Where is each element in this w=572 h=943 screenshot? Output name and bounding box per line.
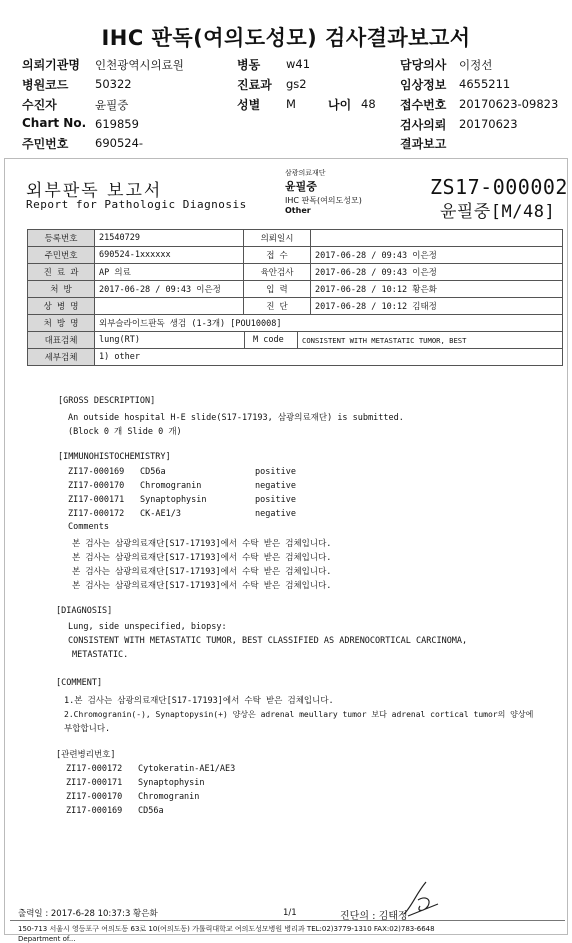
hosp-code-label: 병원코드 bbox=[22, 78, 69, 92]
other-label: Other bbox=[285, 206, 311, 215]
doctor-label: 담당의사 bbox=[400, 58, 447, 72]
related-row-4-id: ZI17-000169 bbox=[66, 806, 123, 816]
diagnosis-line3: METASTATIC. bbox=[72, 650, 129, 660]
reg-no-label: 등록번호 bbox=[28, 230, 95, 247]
rrn-table-value: 690524-1xxxxxx bbox=[95, 247, 244, 264]
patient-value: 윤필중 bbox=[95, 98, 129, 112]
request-value bbox=[311, 230, 563, 247]
ward-table-value bbox=[95, 298, 244, 315]
reg-no-value: 21540729 bbox=[95, 230, 244, 247]
signature-icon bbox=[398, 876, 444, 922]
order-value: 외부슬라이드판독 생검 (1-3개) [POU10008] bbox=[95, 315, 563, 332]
receipt-label: 접 수 bbox=[244, 247, 311, 264]
pathologist-label: 진단의 : 김태정 bbox=[340, 911, 408, 922]
accession-number: ZS17-000002 bbox=[430, 175, 568, 199]
comment-line-4: 본 검사는 삼광의료재단[S17-17193]에서 수탁 받은 검체입니다. bbox=[72, 581, 332, 591]
patient-label: 수진자 bbox=[22, 98, 57, 112]
comment-line-1: 본 검사는 삼광의료재단[S17-17193]에서 수탁 받은 검체입니다. bbox=[72, 539, 332, 549]
footer-address: 150-713 서울시 영등포구 여의도동 63로 10(여의도동) 가톨릭대학교 여의도성모병원 병리과 TEL:02)3779-1310 FAX:02)783-6648 bbox=[18, 925, 435, 933]
rx-label: 처 방 bbox=[28, 281, 95, 298]
ihc-row-1-marker: CD56a bbox=[140, 467, 166, 477]
inst-label: 의뢰기관명 bbox=[22, 58, 80, 72]
gross-heading: [GROSS DESCRIPTION] bbox=[58, 396, 156, 406]
related-row-3-id: ZI17-000170 bbox=[66, 792, 123, 802]
req-value: 20170623 bbox=[459, 117, 518, 131]
mcode-label: M code bbox=[244, 332, 298, 348]
comment-body-line1: 1.본 검사는 삼광의료재단[S17-17193]에서 수탁 받은 검체입니다. bbox=[64, 696, 334, 706]
related-row-2-marker: Synaptophysin bbox=[138, 778, 205, 788]
mcode-value: CONSISTENT WITH METASTATIC TUMOR, BEST bbox=[302, 335, 467, 345]
organ-label: 대표검체 bbox=[28, 332, 95, 349]
comment-body-line3: 부합합니다. bbox=[64, 724, 111, 734]
gross-line1: An outside hospital H-E slide(S17-17193, 삼광의료재단) is submitted. bbox=[68, 413, 404, 423]
ihc-row-4-id: ZI17-000172 bbox=[68, 509, 125, 519]
diag-value: 2017-06-28 / 10:12 김태정 bbox=[311, 298, 563, 315]
dept-table-label: 진 료 과 bbox=[28, 264, 95, 281]
request-label: 의뢰일시 bbox=[244, 230, 311, 247]
gross-line2: (Block 0 개 Slide 0 개) bbox=[68, 427, 182, 437]
related-row-2-id: ZI17-000171 bbox=[66, 778, 123, 788]
dept-label: 진료과 bbox=[237, 78, 272, 92]
ihc-row-3-marker: Synaptophysin bbox=[140, 495, 207, 505]
report-title-en: Report for Pathologic Diagnosis bbox=[26, 198, 247, 211]
clinical-value: 4655211 bbox=[459, 77, 511, 91]
ihc-line: IHC 판독(여의도성모) bbox=[285, 196, 362, 205]
ihc-row-3-id: ZI17-000171 bbox=[68, 495, 125, 505]
ihc-row-1-id: ZI17-000169 bbox=[68, 467, 125, 477]
organ-value: lung(RT) bbox=[99, 335, 140, 345]
detail-label: 세부검체 bbox=[28, 349, 95, 366]
ward-value: w41 bbox=[286, 57, 311, 71]
ihc-heading: [IMMUNOHISTOCHEMISTRY] bbox=[58, 452, 171, 462]
related-heading: [관련병리번호] bbox=[56, 750, 116, 760]
report-title-ko: 외부판독 보고서 bbox=[26, 181, 163, 201]
gross-exam-value: 2017-06-28 / 09:43 이은정 bbox=[311, 264, 563, 281]
rrn-label: 주민번호 bbox=[22, 137, 69, 151]
recv-label: 접수번호 bbox=[400, 98, 447, 112]
ihc-row-2-marker: Chromogranin bbox=[140, 481, 202, 491]
chart-label: Chart No. bbox=[22, 116, 87, 130]
age-label: 나이 bbox=[328, 98, 352, 112]
clinical-label: 임상정보 bbox=[400, 78, 447, 92]
footer-dept: Department of... bbox=[18, 935, 76, 943]
related-row-1-marker: Cytokeratin-AE1/AE3 bbox=[138, 764, 236, 774]
report-patient-name: 윤필중 bbox=[285, 180, 317, 193]
ihc-row-4-marker: CK-AE1/3 bbox=[140, 509, 181, 519]
organ-row bbox=[95, 332, 563, 349]
related-row-1-id: ZI17-000172 bbox=[66, 764, 123, 774]
comment-heading: [COMMENT] bbox=[56, 678, 103, 688]
comment-body-line2: 2.Chromogranin(-), Synaptopysin(+) 양상은 adrenal meullary tumor 보다 adrenal cortical tumor의 양상에 bbox=[64, 710, 534, 719]
comments-label: Comments bbox=[68, 522, 109, 532]
input-label: 입 력 bbox=[244, 281, 311, 298]
patient-info-table bbox=[27, 229, 563, 366]
gross-exam-label: 육안검사 bbox=[244, 264, 311, 281]
diag-label: 진 단 bbox=[244, 298, 311, 315]
ward-label: 병동 bbox=[237, 58, 261, 72]
req-label: 검사의뢰 bbox=[400, 118, 447, 132]
diagnosis-heading: [DIAGNOSIS] bbox=[56, 606, 113, 616]
related-row-3-marker: Chromogranin bbox=[138, 792, 200, 802]
ihc-row-3-result: positive bbox=[255, 495, 296, 505]
chart-value: 619859 bbox=[95, 117, 139, 131]
receipt-value: 2017-06-28 / 09:43 이은정 bbox=[311, 247, 563, 264]
ihc-row-4-result: negative bbox=[255, 509, 296, 519]
result-label: 결과보고 bbox=[400, 137, 447, 151]
page-number: 1/1 bbox=[283, 908, 297, 918]
inst-value: 인천광역시의료원 bbox=[95, 58, 184, 72]
ihc-row-1-result: positive bbox=[255, 467, 296, 477]
page-title: IHC 판독(여의도성모) 검사결과보고서 bbox=[101, 26, 471, 50]
diagnosis-line1: Lung, side unspecified, biopsy: bbox=[68, 622, 227, 632]
ihc-row-2-result: negative bbox=[255, 481, 296, 491]
related-row-4-marker: CD56a bbox=[138, 806, 164, 816]
order-label: 처 방 명 bbox=[28, 315, 95, 332]
rx-value: 2017-06-28 / 09:43 이은정 bbox=[95, 281, 244, 298]
patient-tag: 윤필중[M/48] bbox=[440, 202, 556, 222]
dept-table-value: AP 의료 bbox=[95, 264, 244, 281]
age-value: 48 bbox=[361, 97, 376, 111]
rrn-value: 690524- bbox=[95, 136, 144, 150]
hosp-code-value: 50322 bbox=[95, 77, 132, 91]
output-info: 출력일 : 2017-6-28 10:37:3 황은화 bbox=[18, 909, 158, 919]
ward-table-label: 상 병 명 bbox=[28, 298, 95, 315]
comment-line-2: 본 검사는 삼광의료재단[S17-17193]에서 수탁 받은 검체입니다. bbox=[72, 553, 332, 563]
input-value: 2017-06-28 / 10:12 황은화 bbox=[311, 281, 563, 298]
comment-line-3: 본 검사는 삼광의료재단[S17-17193]에서 수탁 받은 검체입니다. bbox=[72, 567, 332, 577]
diagnosis-line2: CONSISTENT WITH METASTATIC TUMOR, BEST CLASSIFIED AS ADRENOCORTICAL CARCINOMA, bbox=[68, 636, 468, 646]
sex-value: M bbox=[286, 97, 296, 111]
sex-label: 성별 bbox=[237, 98, 261, 112]
footer-divider bbox=[10, 920, 565, 921]
detail-value: 1) other bbox=[95, 349, 563, 366]
foundation-name: 삼광의료재단 bbox=[285, 169, 326, 177]
dept-value: gs2 bbox=[286, 77, 307, 91]
doctor-value: 이정선 bbox=[459, 58, 493, 72]
ihc-row-2-id: ZI17-000170 bbox=[68, 481, 125, 491]
recv-value: 20170623-09823 bbox=[459, 97, 559, 111]
rrn-table-label: 주민번호 bbox=[28, 247, 95, 264]
